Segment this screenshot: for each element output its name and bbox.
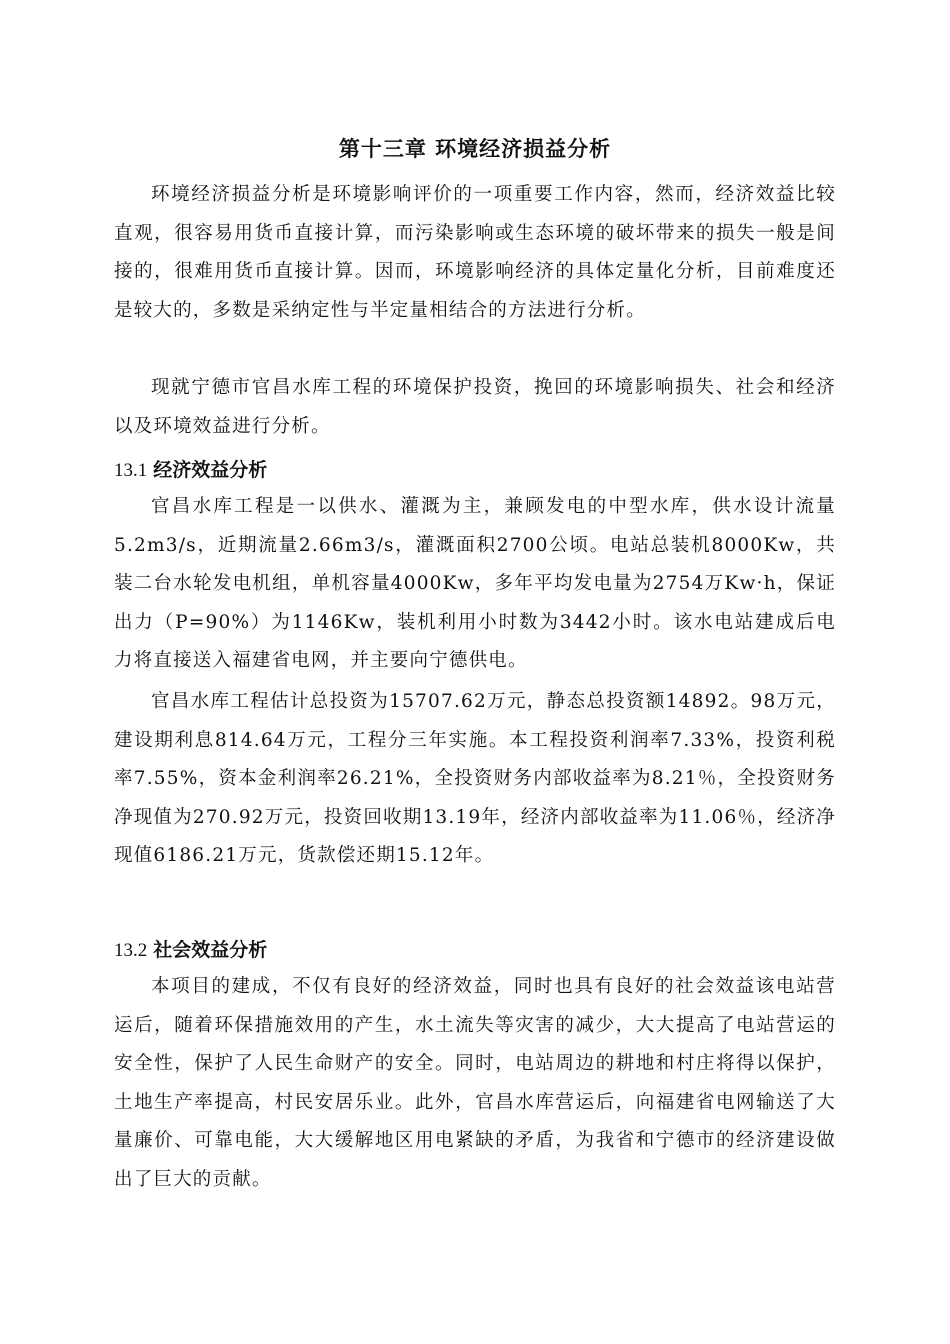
economic-paragraph-2: 官昌水库工程估计总投资为15707.62万元，静态总投资额14892。98万元，建设期利息814.64万元，工程分三年实施。本工程投资利润率7.33%，投资利税率7.55%，资本金利润率26.21%，全投资财务内部收益率为8.21％，全投资财务净现值为270.92万元，投资回收期13.19年，经济内部收益率为11.06％，经济净现值6186.21万元，货款偿还期15.12年。	[114, 691, 836, 867]
chapter-title: 第十三章 环境经济损益分析	[338, 136, 612, 161]
section-title: 社会效益分析	[153, 939, 268, 961]
economic-paragraph-1: 官昌水库工程是一以供水、灌溉为主，兼顾发电的中型水库，供水设计流量5.2m3/s，近期流量2.66m3/s，灌溉面积2700公顷。电站总装机8000Kw，共装二台水轮发电机组，单机容量4000Kw，多年平均发电量为2754万Kw·h，保证出力（P=90%）为1146Kw，装机利用小时数为3442小时。该水电站建成后电力将直接送入福建省电网，并主要向宁德供电。	[114, 496, 836, 672]
section-number: 13.1	[114, 460, 148, 481]
section-title: 经济效益分析	[153, 459, 268, 481]
section-heading-social	[114, 935, 267, 966]
section-number: 13.2	[114, 940, 148, 961]
section-heading-economic	[114, 455, 267, 486]
intro-paragraph-1: 环境经济损益分析是环境影响评价的一项重要工作内容，然而，经济效益比较直观，很容易用货币直接计算，而污染影响或生态环境的破坏带来的损失一般是间接的，很难用货币直接计算。因而，环境影响经济的具体定量化分析，目前难度还是较大的，多数是采纳定性与半定量相结合的方法进行分析。	[114, 184, 836, 321]
intro-paragraph-2: 现就宁德市官昌水库工程的环境保护投资，挽回的环境影响损失、社会和经济以及环境效益进行分析。	[114, 377, 836, 437]
social-paragraph-1: 本项目的建成，不仅有良好的经济效益，同时也具有良好的社会效益该电站营运后，随着环保措施效用的产生，水土流失等灾害的减少，大大提高了电站营运的安全性，保护了人民生命财产的安全。同时，电站周边的耕地和村庄将得以保护，土地生产率提高，村民安居乐业。此外，官昌水库营运后，向福建省电网输送了大量廉价、可靠电能，大大缓解地区用电紧缺的矛盾，为我省和宁德市的经济建设做出了巨大的贡献。	[114, 976, 836, 1190]
